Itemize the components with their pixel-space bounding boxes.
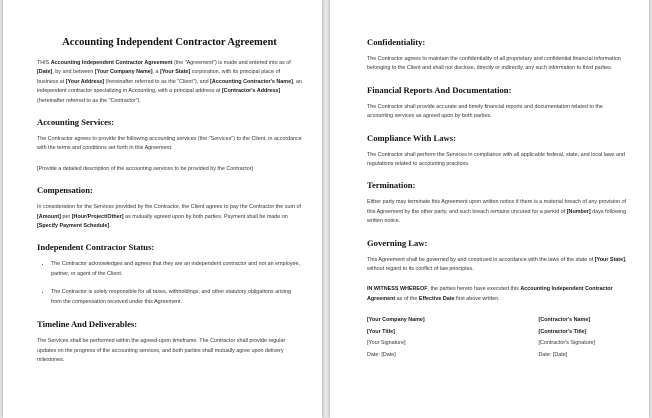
services-paragraph: The Contractor agrees to provide the following accounting services (the "Services") to the Client, in accordance with the terms and conditions set forth in this Agreement: [37,136,302,152]
governing-state-field: [Your State] [594,256,625,263]
client-date-field: Date: [Date] [367,351,396,358]
governing-law-text: , without regard to its conflict of law principles. [367,256,627,273]
section-heading-confidentiality: Confidentiality: [367,37,426,47]
list-item: • The Contractor is solely responsible for all taxes, withholdings, and other statutory obligations arising from the compensation received under this Agreement. [51,288,302,307]
amount-field: [Amount] [37,213,61,220]
compensation-text: per [60,213,72,220]
intro-text: (hereinafter referred to as the "Client"), and [104,78,211,85]
contractor-signature-field: [Contractor's Signature] [538,340,595,347]
governing-law-paragraph [367,256,629,275]
section-heading-financial-reports: Financial Reports And Documentation: [367,84,512,95]
governing-law-text: This Agreement shall be governed by and construed in accordance with the laws of the state of [367,256,595,263]
contractor-date-field: Date: [Date] [538,351,568,358]
intro-text: (hereinafter referred to as the "Contractor"). [37,97,141,104]
intro-text: , an independent contractor specializing in Accounting, with a principal address at [37,78,302,95]
contractor-title-field: [Contractor's Title] [538,328,587,335]
services-description-placeholder: [Provide a detailed description of the accounting services to be provided by the Contractor] [37,165,254,172]
section-heading-timeline: Timeline And Deliverables: [37,319,138,330]
section-heading-termination: Termination: [367,180,416,191]
intro-agreement-name: Accounting Independent Contractor Agreement [50,60,173,66]
intro-state-field: [Your State] [160,69,191,76]
witness-text: as of the [395,295,419,302]
witness-text: first above written. [454,295,500,302]
client-signature-column [367,316,425,362]
intro-text: , a [152,69,161,76]
client-title-field: [Your Title] [367,328,395,335]
intro-paragraph [37,59,302,106]
intro-company-field: [Your Company Name] [94,69,153,76]
witness-paragraph [367,285,629,304]
section-heading-contractor-status: Independent Contractor Status: [37,242,155,253]
financial-reports-paragraph: The Contractor shall provide accurate and timely financial reports and documentation related to the accounting services as agreed upon by both parties. [367,103,603,120]
notice-days-field: [Number] [566,208,591,215]
witness-lead: IN WITNESS WHEREOF [367,286,428,293]
intro-date-field: [Date] [37,69,53,76]
contractor-signature-column [539,316,595,362]
section-heading-governing-law: Governing Law: [367,237,428,248]
contractor-status-list [37,260,302,307]
document-page-2 [330,0,649,418]
section-heading-services: Accounting Services: [37,117,115,128]
client-name-field: [Your Company Name] [367,317,425,324]
compensation-text: In consideration for the Services provided by the Contractor, the Client agrees to pay the Contractor the sum of [37,204,301,211]
document-title: Accounting Independent Contractor Agreement [62,37,277,48]
intro-contractor-name-field: [Accounting Contractor's Name] [210,78,293,85]
intro-text: , by and between [52,69,95,76]
intro-address-field: [Your Address] [65,78,105,85]
intro-text: (the "Agreement") is made and entered into as of [172,60,291,66]
timeline-paragraph: The Services shall be performed within the agreed-upon timeframe. The Contractor shall provide regular updates on the progress of the accounting services, and both parties shall mutually agree upon delivery milestones. [37,338,286,363]
client-signature-field: [Your Signature] [367,340,406,347]
section-heading-compensation: Compensation: [37,185,93,196]
intro-contractor-address-field: [Contractor's Address] [221,88,281,95]
section-heading-compliance: Compliance With Laws: [367,132,456,143]
payment-schedule-field: [Specify Payment Schedule] [37,223,110,230]
list-item: • The Contractor acknowledges and agrees that they are an independent contractor and not an employee, partner, or agent of the Client. [51,260,302,279]
compensation-paragraph [37,203,302,231]
contractor-name-field: [Contractor's Name] [538,317,591,324]
witness-text: , the parties hereto have executed this [427,286,521,293]
rate-basis-field: [Hour/Project/Other] [71,213,124,220]
compensation-text: as mutually agreed upon by both parties. Payment shall be made on [123,213,288,220]
intro-text: THIS [37,60,51,66]
compliance-paragraph: The Contractor shall perform the Services in compliance with all applicable federal, state, and local laws and regulations related to accounting practices. [367,151,625,168]
intro-text: corporation, with its principal place of business at [37,69,281,85]
termination-text: days following written notice. [367,208,627,225]
witness-effective-date: Effective Date [418,295,455,302]
confidentiality-paragraph: The Contractor agrees to maintain the confidentiality of all proprietary and confidential financial information belonging to the Client and shall not disclose, directly or indirectly, any such information to third parties. [367,56,621,72]
termination-text: Either party may terminate this Agreement upon written notice if there is a material breach of any provision of this Agreement by the other party, and such breach remains uncured for a period of [367,199,627,215]
termination-paragraph [367,198,629,226]
signature-block [367,316,595,362]
document-page-1 [3,0,322,418]
witness-agreement-name: Accounting Independent Contractor Agreement [367,286,613,302]
compensation-text: . [109,223,111,230]
